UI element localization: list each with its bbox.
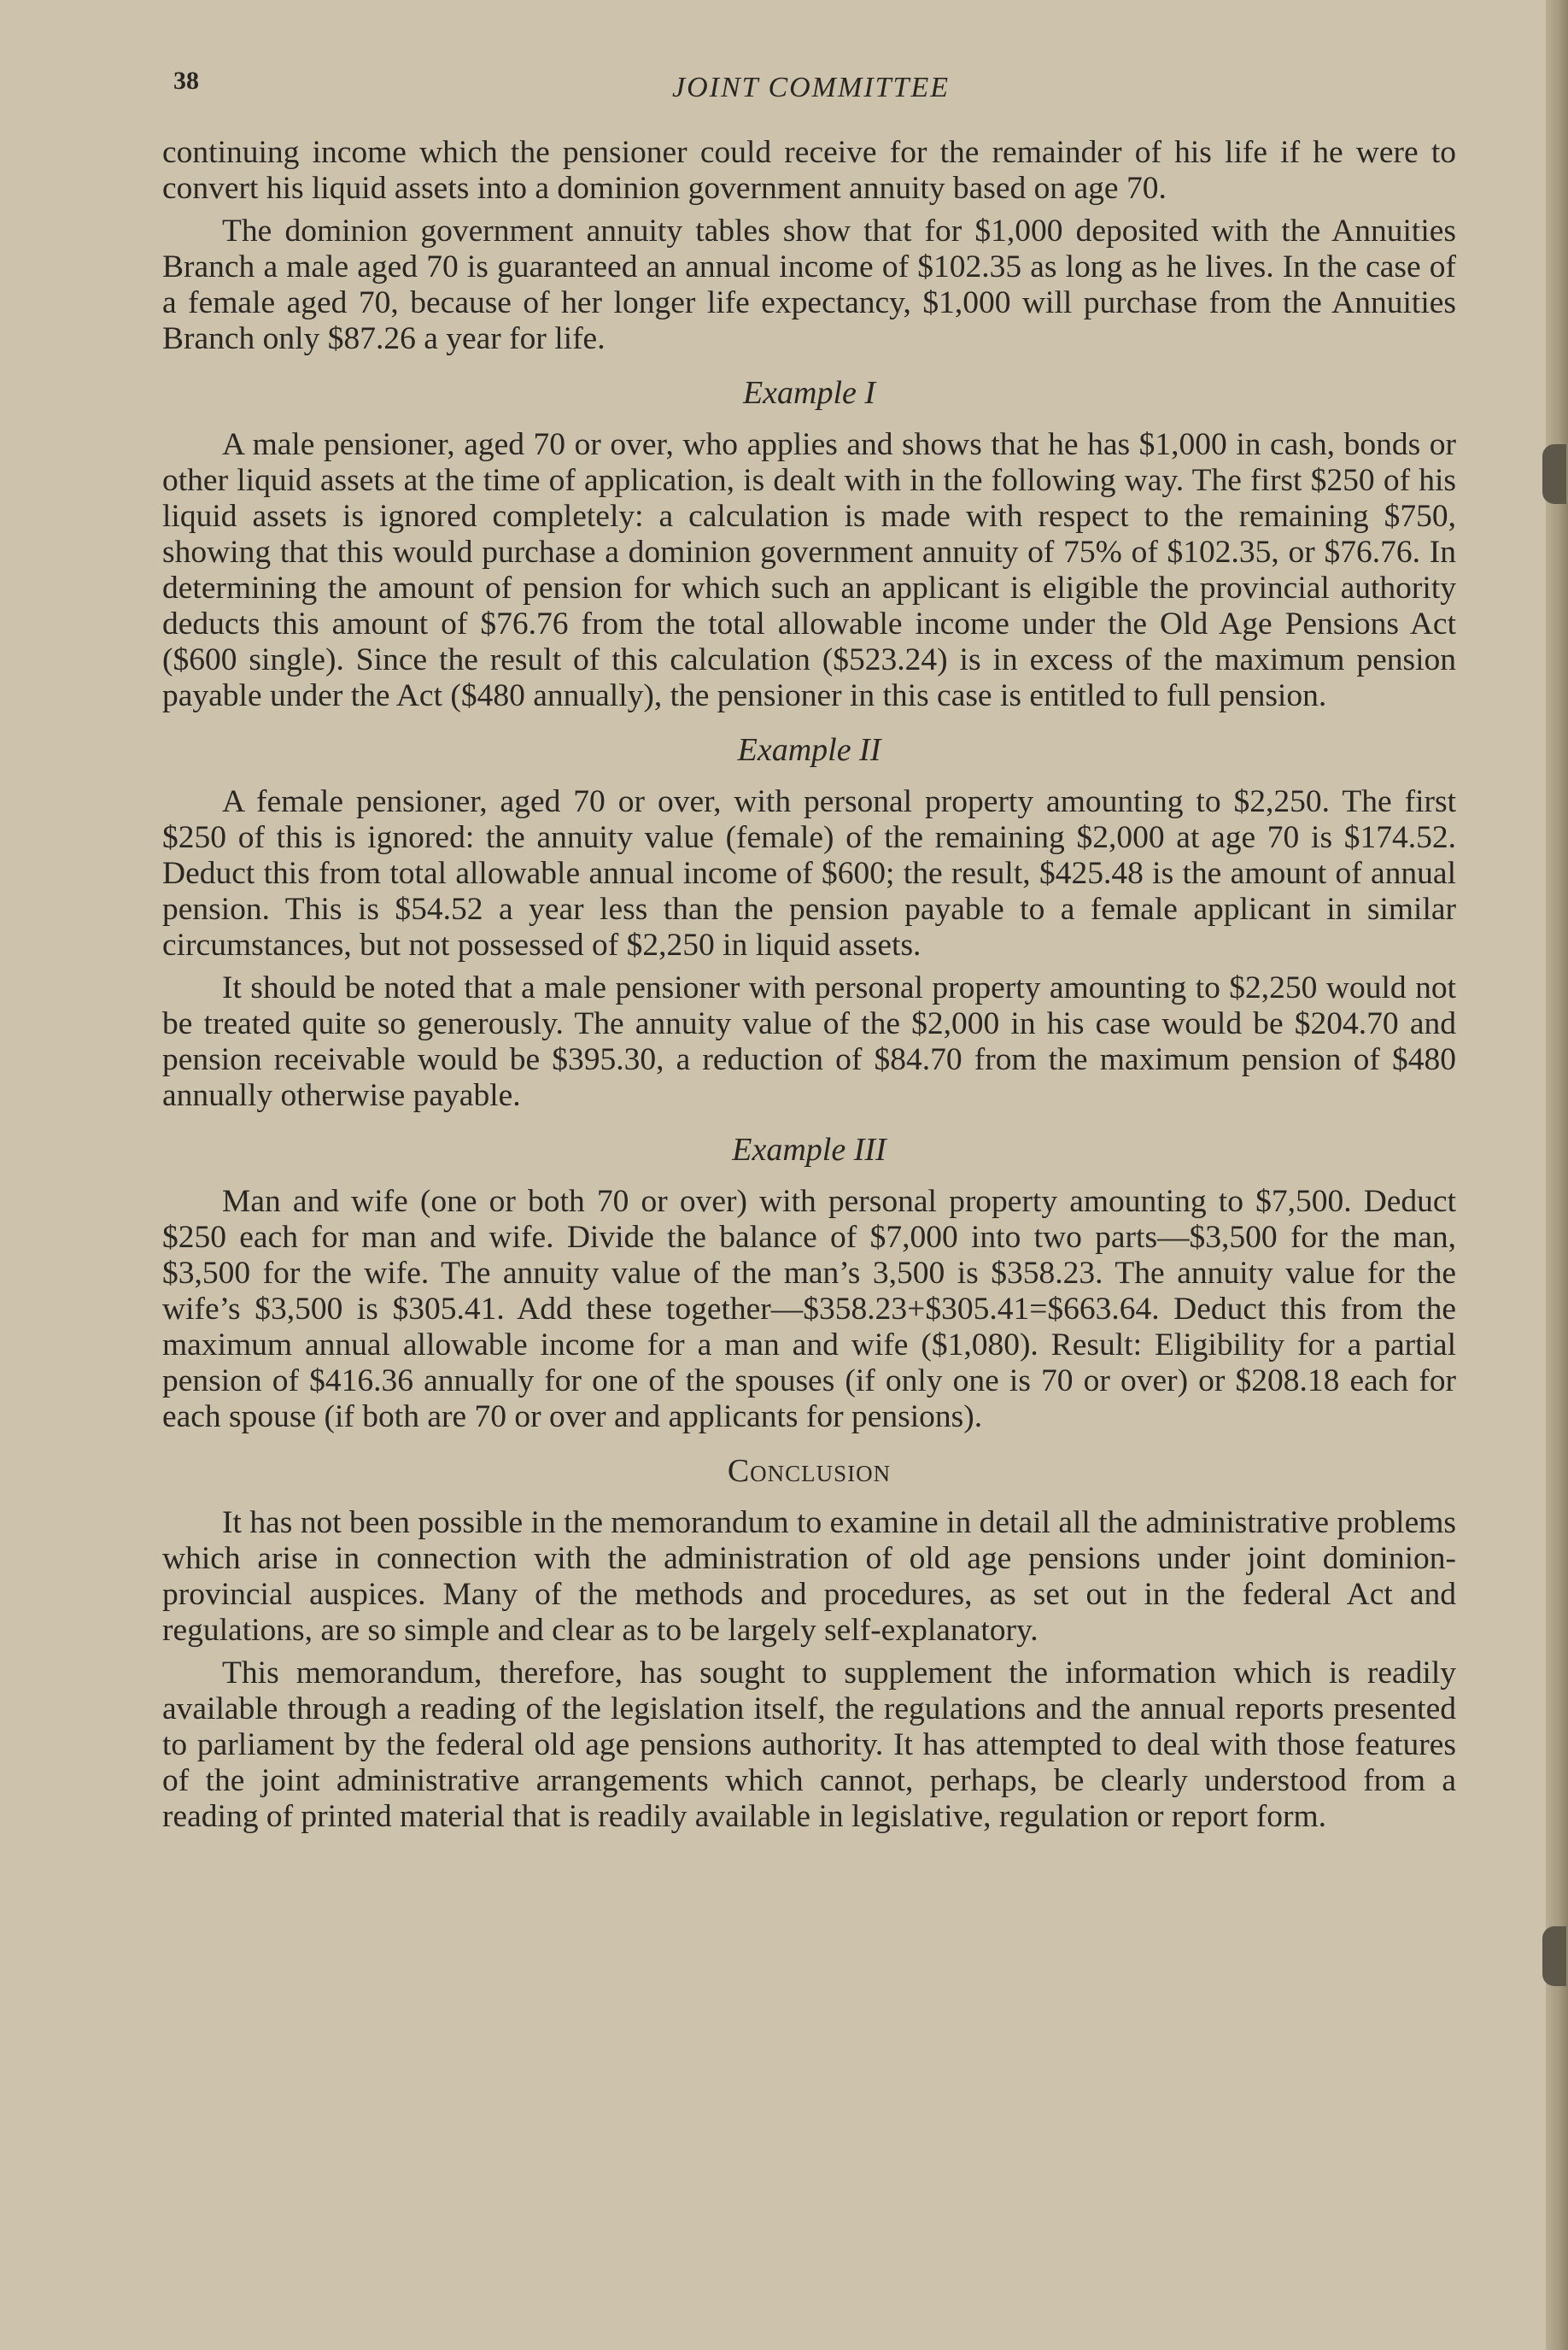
heading-example-1: Example I — [742, 375, 876, 411]
running-head: JOINT COMMITTEE — [672, 72, 950, 103]
page-body — [162, 135, 1456, 1842]
paragraph-example-3: Man and wife (one or both 70 or over) with personal property amounting to $7,500. Deduct $250 each for man and wife. Divide the balance of $7,000 into two parts—$3,500 for the man, $3,500 for the wife. The annuity value of the man’s 3,500 is $358.23. The annuity value for the wife’s $3,500 is $305.41. Add these together—$358.23+$305.41=$663.64. Deduct this from the maximum annual allowable income for a man and wife ($1,080). Result: Eligibility for a partial pension of $416.36 annually for one of the spouses (if only one is 70 or over) or $208.18 each for each spouse (if both are 70 or over and applicants for pensions). — [162, 1184, 1456, 1434]
paragraph-conclusion-2: This memorandum, therefore, has sought to supplement the information which is readily available through a reading of the legislation itself, the regulations and the annual reports presented to parliament by the federal old age pensions authority. It has attempted to deal with those features of the joint administrative arrangements which cannot, perhaps, be clearly understood from a reading of printed material that is readily available in legislative, regulation or report form. — [162, 1656, 1456, 1834]
page-header — [173, 67, 1448, 109]
paragraph-example-2a: A female pensioner, aged 70 or over, with personal property amounting to $2,250. The first $250 of this is ignored: the annuity value (female) of the remaining $2,000 at age 70 is $174.52. Deduct this from total allowable annual income of $600; the result, $425.48 is the amount of annual pension. This is $54.52 a year less than the pension payable to a female applicant in similar circumstances, but not possessed of $2,250 in liquid assets. — [162, 784, 1456, 963]
paragraph-example-1: A male pensioner, aged 70 or over, who applies and shows that he has $1,000 in cash, bonds or other liquid assets at the time of application, is dealt with in the following way. The first $250 of his liquid assets is ignored completely: a calculation is made with respect to the remaining $750, showing that this would purchase a dominion government annuity of 75% of $102.35, or $76.76. In determining the amount of pension for which such an applicant is eligible the provincial authority deducts this amount of $76.76 from the total allowable income under the Old Age Pensions Act ($600 single). Since the result of this calculation ($523.24) is in excess of the maximum pension payable under the Act ($480 annually), the pensioner in this case is entitled to full pension. — [162, 427, 1456, 713]
heading-example-3: Example III — [732, 1132, 886, 1168]
paragraph-annuity-tables: The dominion government annuity tables show that for $1,000 deposited with the Annuities Branch a male aged 70 is guaranteed an annual income of $102.35 as long as he lives. In the case of a female aged 70, because of her longer life expectancy, $1,000 will purchase from the Annuities Branch only $87.26 a year for life. — [162, 214, 1456, 356]
paragraph-example-2b: It should be noted that a male pensioner with personal property amounting to $2,250 would not be treated quite so generously. The annuity value of the $2,000 in his case would be $204.70 and pension receivable would be $395.30, a reduction of $84.70 from the maximum pension of $480 annually otherwise payable. — [162, 970, 1456, 1113]
page-binding-edge — [1546, 0, 1568, 2350]
page-number: 38 — [173, 67, 199, 95]
paragraph-intro: continuing income which the pensioner could receive for the remainder of his life if he were to convert his liquid assets into a dominion government annuity based on age 70. — [162, 135, 1456, 206]
heading-conclusion: Conclusion — [727, 1453, 892, 1489]
paragraph-conclusion-1: It has not been possible in the memorandum to examine in detail all the administrative problems which arise in connection with the administration of old age pensions under joint dominion-provincial auspices. Many of the methods and procedures, as set out in the federal Act and regulations, are so simple and clear as to be largely self-explanatory. — [162, 1505, 1456, 1648]
binding-clip-top — [1542, 444, 1566, 504]
heading-example-2: Example II — [737, 732, 881, 768]
binding-clip-bottom — [1542, 1926, 1566, 1986]
